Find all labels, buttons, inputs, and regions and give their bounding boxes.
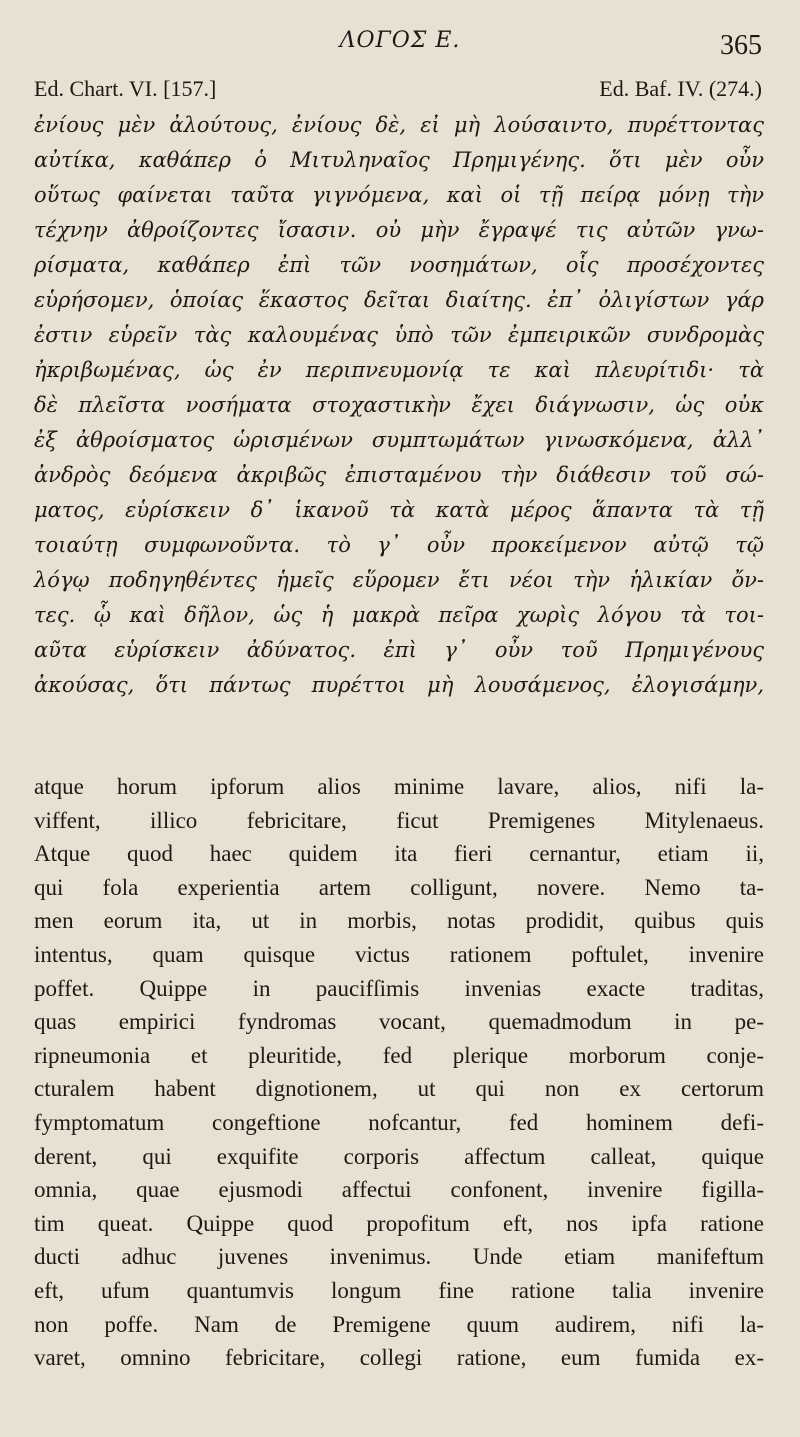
greek-text-line: ἐστιν εὑρεῖν τὰς καλουμένας ὑπὸ τῶν ἐμπειρικῶν συνδρομὰς [34,323,764,347]
greek-text-line: τες. ᾧ καὶ δῆλον, ὡς ἡ μακρὰ πεῖρα χωρὶς λόγου τὰ τοι- [34,603,764,627]
greek-text-line: ἐνίους μὲν ἀλούτους, ἐνίους δὲ, εἰ μὴ λούσαιντο, πυρέττοντας [34,113,764,137]
latin-text-line: eft, ufum quantumvis longum fine ratione talia invenire [34,1277,764,1303]
latin-text-line: ducti adhuc juvenes invenimus. Unde etiam manifeftum [34,1244,764,1270]
latin-text-line: varet, omnino febricitare, collegi ratione, eum fumida ex- [34,1345,764,1371]
latin-text-line: omnia, quae ejusmodi affectui confonent, invenire figilla- [34,1177,764,1203]
greek-text-line: ἐξ ἀθροίσματος ὡρισμένων συμπτωμάτων γινωσκόμενα, ἀλλ᾽ [34,428,764,452]
greek-text-block [34,108,764,703]
greek-text-line: ματος, εὑρίσκειν δ᾽ ἱκανοῦ τὰ κατὰ μέρος ἅπαντα τὰ τῇ [34,498,764,522]
greek-text-line: τέχνην ἀθροίζοντες ἴσασιν. οὐ μὴν ἔγραψέ τις αὐτῶν γνω- [34,218,764,242]
latin-text-block [34,770,764,1375]
latin-text-line: fymptomatum congeftione nofcantur, fed hominem defi- [34,1109,764,1135]
latin-text-line: ripneumonia et pleuritide, fed plerique morborum conje- [34,1042,764,1068]
greek-text-line: δὲ πλεῖστα νοσήματα στοχαστικὴν ἔχει διάγνωσιν, ὡς οὐκ [34,393,764,417]
running-head-title: ΛΟΓΟΣ Ε. [339,28,461,53]
latin-text-line: quas empirici fyndromas vocant, quemadmodum in pe- [34,1009,764,1035]
latin-text-line: tim queat. Quippe quod propofitum eft, nos ipfa ratione [34,1210,764,1236]
greek-text-line: οὕτως φαίνεται ταῦτα γιγνόμενα, καὶ οἱ τῇ πείρᾳ μόνῃ τὴν [34,183,764,207]
greek-text-line: λόγῳ ποδηγηθέντες ἡμεῖς εὕρομεν ἔτι νέοι τὴν ἡλικίαν ὄν- [34,568,764,592]
edition-reference-left: Ed. Chart. VI. [157.] [34,76,217,101]
greek-text-line: τοιαύτῃ συμφωνοῦντα. τὸ γ᾽ οὖν προκείμενον αὐτῷ τῷ [34,533,764,557]
greek-text-line: ἀκούσας, ὅτι πάντως πυρέττοι μὴ λουσάμενος, ἐλογισάμην, [34,673,764,697]
latin-text-line: qui fola experientia artem colligunt, novere. Nemo ta- [34,874,764,900]
latin-text-line: non poffe. Nam de Premigene quum audirem, nifi la- [34,1311,764,1337]
page-number: 365 [720,30,762,61]
greek-text-line: ἀνδρὸς δεόμενα ἀκριβῶς ἐπισταμένου τὴν διάθεσιν τοῦ σώ- [34,463,764,487]
greek-text-line: εὑρήσομεν, ὁποίας ἕκαστος δεῖται διαίτης. ἐπ᾽ ὀλιγίστων γάρ [34,288,764,312]
greek-text-line: αὐτίκα, καθάπερ ὁ Μιτυληναῖος Πρημιγένης. ὅτι μὲν οὖν [34,148,764,172]
latin-text-line: viffent, illico febricitare, ficut Premigenes Mitylenaeus. [34,807,764,833]
latin-text-line: intentus, quam quisque victus rationem poftulet, invenire [34,941,764,967]
latin-text-line: poffet. Quippe in paucifſimis invenias exacte traditas, [34,975,764,1001]
greek-text-line: ρίσματα, καθάπερ ἐπὶ τῶν νοσημάτων, οἷς προσέχοντες [34,253,764,277]
greek-text-line: αῦτα εὑρίσκειν ἀδύνατος. ἐπὶ γ᾽ οὖν τοῦ Πρημιγένους [34,638,764,662]
latin-text-line: derent, qui exquifite corporis affectum calleat, quique [34,1143,764,1169]
latin-text-line: cturalem habent dignotionem, ut qui non ex certorum [34,1076,764,1102]
latin-text-line: atque horum ipforum alios minime lavare, alios, nifi la- [34,774,764,799]
latin-text-line: Atque quod haec quidem ita fieri cernantur, etiam ii, [34,841,764,867]
latin-text-line: men eorum ita, ut in morbis, notas prodidit, quibus quis [34,908,764,934]
edition-reference-right: Ed. Baf. IV. (274.) [599,76,762,101]
greek-text-line: ἠκριβωμένας, ὡς ἐν περιπνευμονίᾳ τε καὶ πλευρίτιδι· τὰ [34,358,764,382]
